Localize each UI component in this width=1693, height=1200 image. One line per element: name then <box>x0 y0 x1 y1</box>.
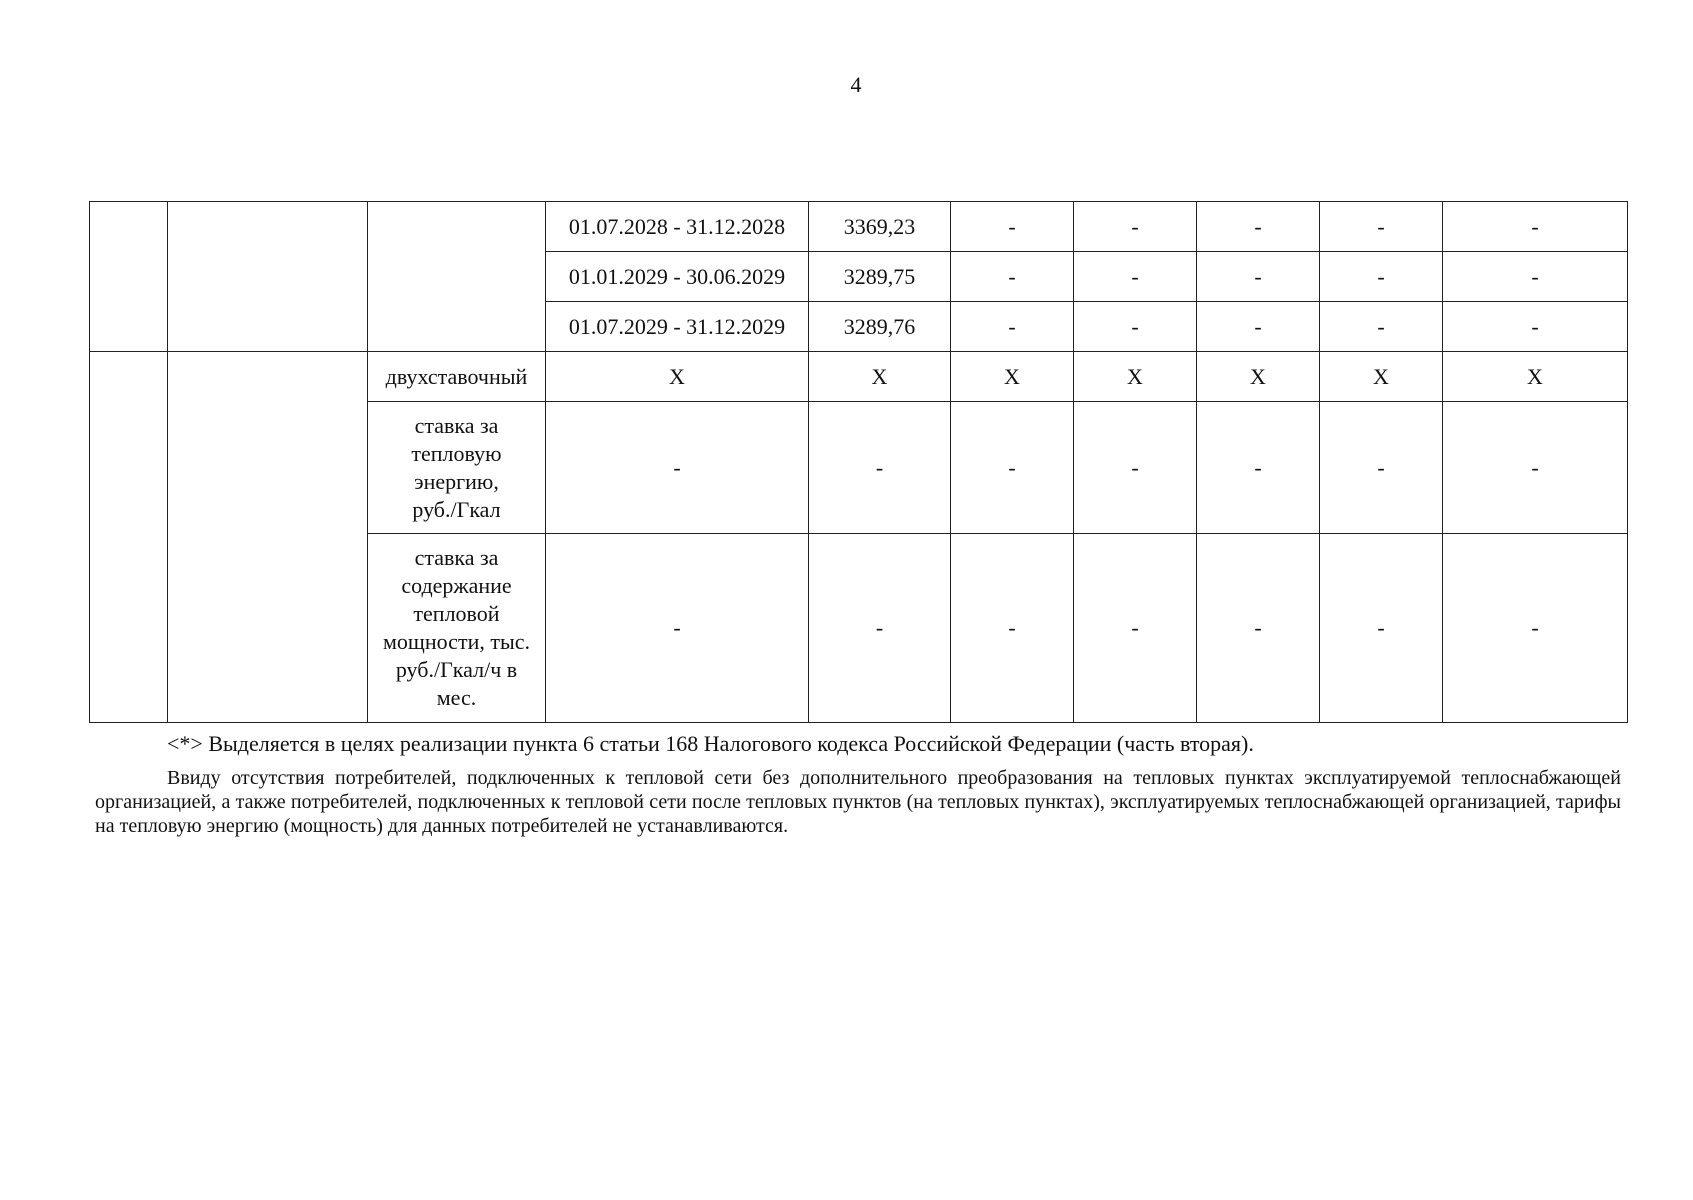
table-cell: - <box>1074 402 1197 534</box>
tariff-value-cell: 3289,76 <box>809 302 951 352</box>
table-cell: - <box>1443 302 1628 352</box>
label-line: ставка за <box>414 545 499 570</box>
label-line: руб./Гкал <box>412 496 501 522</box>
capacity-rate-label <box>368 534 546 723</box>
table-cell: - <box>1320 302 1443 352</box>
table-cell: X <box>951 352 1074 402</box>
table-row <box>90 202 1628 252</box>
table-cell: - <box>1074 302 1197 352</box>
table-cell: - <box>809 402 951 534</box>
page-number: 4 <box>850 72 862 97</box>
table-cell: - <box>1320 252 1443 302</box>
label-line: мес. <box>436 685 477 710</box>
table-cell: - <box>1197 402 1320 534</box>
table-cell: X <box>1197 352 1320 402</box>
label-line: ставка за <box>414 412 499 438</box>
note-paragraph: Ввиду отсутствия потребителей, подключенных к тепловой сети без дополнительного преобразования на тепловых пунктах эксплуатируемой теплоснабжающей организацией, а также потребителей, подключенных к тепловой сети после тепловых пунктов (на тепловых пунктах), эксплуатируемых теплоснабжающей организацией, тарифы на тепловую энергию (мощность) для данных потребителей не устанавливаются. <box>95 767 1621 837</box>
label-line: руб./Гкал/ч в <box>395 657 518 682</box>
label-line: тепловую <box>411 440 502 466</box>
table-cell: - <box>1197 302 1320 352</box>
period-cell: 01.07.2028 - 31.12.2028 <box>546 202 809 252</box>
table-cell: - <box>951 302 1074 352</box>
table-cell: - <box>951 402 1074 534</box>
tariff-table <box>89 201 1628 723</box>
tariff-value-cell: 3369,23 <box>809 202 951 252</box>
footnote: <*> Выделяется в целях реализации пункта 6 статьи 168 Налогового кодекса Российской Федерации (часть вторая). <box>167 731 1254 756</box>
label-line: содержание <box>401 573 512 598</box>
table-cell: - <box>809 534 951 723</box>
table-cell: - <box>1074 534 1197 723</box>
table-cell: - <box>1197 202 1320 252</box>
table-cell: - <box>951 252 1074 302</box>
table-cell: X <box>1320 352 1443 402</box>
table-cell-empty <box>90 352 168 723</box>
two-rate-label: двухставочный <box>368 352 546 402</box>
table-cell: - <box>1443 252 1628 302</box>
table-cell: - <box>1320 402 1443 534</box>
table-cell-empty <box>168 202 368 352</box>
table-cell: X <box>546 352 809 402</box>
energy-rate-label <box>368 402 546 534</box>
table-cell-empty <box>90 202 168 352</box>
label-line: тепловой <box>413 601 500 626</box>
table-cell: - <box>546 534 809 723</box>
table-cell: - <box>951 534 1074 723</box>
table-cell-empty <box>368 202 546 352</box>
table-cell: X <box>809 352 951 402</box>
table-cell: X <box>1074 352 1197 402</box>
table-cell: - <box>1197 252 1320 302</box>
period-cell: 01.01.2029 - 30.06.2029 <box>546 252 809 302</box>
table-cell: - <box>1074 202 1197 252</box>
table-cell: - <box>1443 534 1628 723</box>
label-line: мощности, тыс. <box>383 629 530 654</box>
table-row <box>90 352 1628 402</box>
table-cell: - <box>1443 202 1628 252</box>
label-line: энергию, <box>414 468 499 494</box>
table-cell-empty <box>168 352 368 723</box>
period-cell: 01.07.2029 - 31.12.2029 <box>546 302 809 352</box>
table-cell: - <box>1320 534 1443 723</box>
tariff-value-cell: 3289,75 <box>809 252 951 302</box>
table-cell: - <box>951 202 1074 252</box>
table-cell: - <box>1443 402 1628 534</box>
table-cell: - <box>1074 252 1197 302</box>
table-cell: - <box>546 402 809 534</box>
table-cell: - <box>1197 534 1320 723</box>
table-cell: - <box>1320 202 1443 252</box>
table-cell: X <box>1443 352 1628 402</box>
